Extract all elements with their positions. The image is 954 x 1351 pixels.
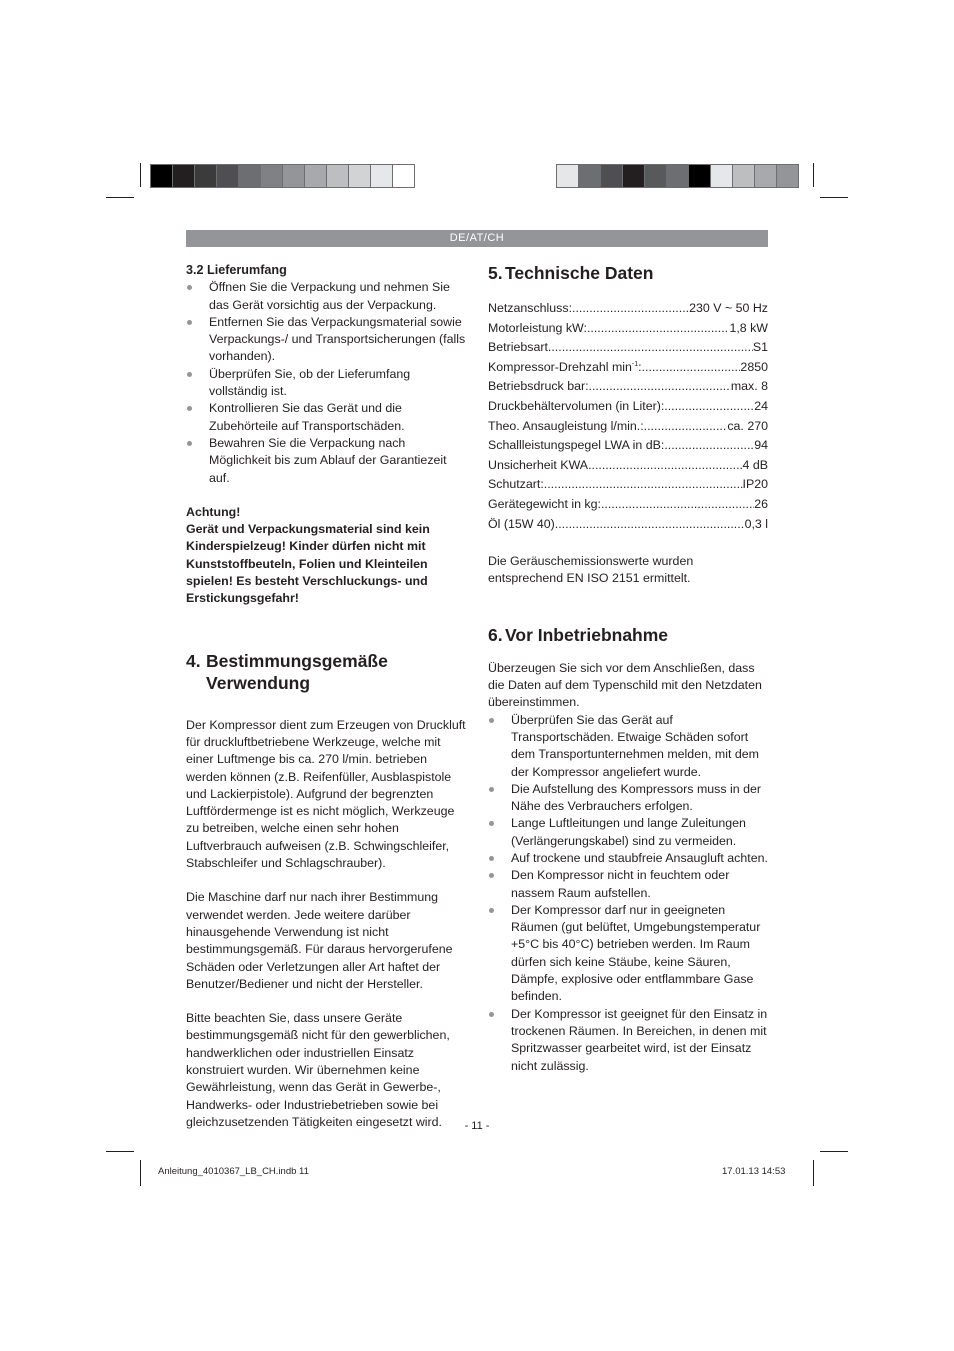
color-swatch (150, 164, 173, 188)
color-swatch (556, 164, 579, 188)
crop-mark (106, 1151, 134, 1152)
section-title: Technische Daten (505, 263, 654, 283)
crop-mark (140, 163, 141, 187)
spec-row: Kompressor-Drehzahl $\min^{-1}$: ..... 2850 (488, 359, 768, 379)
scope-of-delivery-list (186, 279, 468, 487)
section-title: Bestimmungsgemäße Verwendung (206, 650, 388, 693)
color-swatch (644, 164, 667, 188)
footer-date: 17.01.13 14:53 (722, 1166, 786, 1177)
color-swatch (754, 164, 777, 188)
list-item: Lange Luftleitungen und lange Zuleitungen (Verlängerungskabel) sind zu vermeiden. (488, 815, 768, 850)
noise-note: Die Geräuschemissionswerte wurden entsprechend EN ISO 2151 ermittelt. (488, 554, 694, 586)
color-swatch (194, 164, 217, 188)
color-calibration-bar-left (150, 164, 414, 188)
list-item: Die Aufstellung des Kompressors muss in der Nähe des Verbrauchers erfolgen. (488, 781, 768, 816)
color-swatch (578, 164, 601, 188)
list-item: Kontrollieren Sie das Gerät und die Zubehörteile auf Transportschäden. (186, 400, 468, 435)
section-number: 5. (488, 263, 503, 283)
spec-row: Netzanschluss: ..... 230 V ~ 50 Hz (488, 300, 768, 320)
paragraph: Die Maschine darf nur nach ihrer Bestimmung verwendet werden. Jede weitere darüber hinausgehende Verwendung ist nicht bestimmungsgemäß. Für daraus hervorgerufene Schäden oder Verletzungen aller Art haftet der Benutzer/Bediener und nicht der Hersteller. (186, 890, 453, 991)
spec-row: Schutzart: ..... IP20 (488, 476, 768, 496)
page-number: - 11 - (464, 1120, 490, 1132)
color-swatch (666, 164, 689, 188)
scope-of-delivery-heading: 3.2 Lieferumfang (186, 263, 287, 277)
warning-text: Gerät und Verpackungsmaterial sind kein Kinderspielzeug! Kinder dürfen nicht mit Kunststoffbeuteln, Folien und Kleinteilen spielen! Es besteht Verschluckungs- und Erstickungsgefahr! (186, 522, 430, 606)
section-number: 6. (488, 624, 503, 645)
footer-file-name: Anleitung_4010367_LB_CH.indb 11 (158, 1166, 309, 1177)
warning-title: Achtung! (186, 504, 241, 519)
color-swatch (172, 164, 195, 188)
spec-row: Öl (15W 40) ..... 0,3 l (488, 516, 768, 536)
color-swatch (600, 164, 623, 188)
color-swatch (688, 164, 711, 188)
list-item: Öffnen Sie die Verpackung und nehmen Sie das Gerät vorsichtig aus der Verpackung. (186, 279, 468, 314)
section-title: Vor Inbetriebnahme (505, 624, 669, 645)
list-item: Auf trockene und staubfreie Ansaugluft achten. (488, 850, 768, 867)
spec-row: Theo. Ansaugleistung l/min.: ..... ca. 270 (488, 418, 768, 438)
color-swatch (304, 164, 327, 188)
color-swatch (348, 164, 371, 188)
spec-row: Unsicherheit KWA ..... 4 dB (488, 457, 768, 477)
color-swatch (732, 164, 755, 188)
right-column (488, 262, 768, 1075)
crop-mark (813, 163, 814, 187)
section-4-heading (186, 650, 468, 694)
list-item: Überprüfen Sie das Gerät auf Transportschäden. Etwaige Schäden sofort dem Transportunternehmen melden, mit dem der Kompressor angeliefert wurde. (488, 712, 768, 781)
pre-operation-list (488, 712, 768, 1075)
crop-mark (813, 1160, 814, 1186)
section-5-heading (488, 262, 768, 284)
list-item: Der Kompressor darf nur in geeigneten Räumen (gut belüftet, Umgebungstemperatur +5°C bis 40°C) betrieben werden. Im Raum dürfen sich keine Stäube, keine Säuren, Dämpfe, explosive oder entflammbare Gase befinden. (488, 902, 768, 1006)
intro-paragraph: Überzeugen Sie sich vor dem Anschließen, dass die Daten auf dem Typenschild mit den Netzdaten übereinstimmen. (488, 660, 762, 710)
spec-table (488, 300, 768, 535)
color-swatch (370, 164, 393, 188)
color-swatch (260, 164, 283, 188)
crop-mark (106, 197, 134, 198)
section-number: 4. (186, 650, 201, 671)
list-item: Den Kompressor nicht in feuchtem oder nassem Raum aufstellen. (488, 867, 768, 902)
spec-row: Gerätegewicht in kg: ..... 26 (488, 496, 768, 516)
list-item: Bewahren Sie die Verpackung nach Möglichkeit bis zum Ablauf der Garantiezeit auf. (186, 435, 468, 487)
color-swatch (622, 164, 645, 188)
paragraph: Der Kompressor dient zum Erzeugen von Druckluft für druckluftbetriebene Werkzeuge, welche mit einer Luftmenge bis ca. 270 l/min. betrieben werden können (z.B. Reifenfüller, Ausblaspistole und Lackierpistole). Aufgrund der begrenzten Luftfördermenge ist es nicht möglich, Werkzeuge zu betreiben, welche einen sehr hohen Luftverbrauch aufweisen (z.B. Schwingschleifer, Stabschleifer und Schlagschrauber). (186, 717, 466, 871)
color-swatch (710, 164, 733, 188)
color-swatch (776, 164, 799, 188)
color-calibration-bar-right (556, 164, 798, 188)
list-item: Der Kompressor ist geeignet für den Einsatz in trockenen Räumen. In Bereichen, in denen mit Spritzwasser gearbeitet wird, ist der Einsatz nicht zulässig. (488, 1006, 768, 1075)
region-header-band: DE/AT/CH (186, 230, 768, 247)
spec-row: Motorleistung kW: ..... 1,8 kW (488, 320, 768, 340)
spec-row: Betriebsdruck bar: ..... max. 8 (488, 378, 768, 398)
crop-mark (820, 1151, 848, 1152)
color-swatch (326, 164, 349, 188)
color-swatch (282, 164, 305, 188)
color-swatch (238, 164, 261, 188)
crop-mark (140, 1160, 141, 1186)
crop-mark (820, 197, 848, 198)
spec-row: Betriebsart ..... S1 (488, 339, 768, 359)
paragraph: Bitte beachten Sie, dass unsere Geräte bestimmungsgemäß nicht für den gewerblichen, handwerklichen oder industriellen Einsatz konstruiert wurden. Wir übernehmen keine Gewährleistung, wenn das Gerät in Gewerbe-, Handwerks- oder Industriebetrieben sowie bei gleichzusetzenden Tätigkeiten eingesetzt wird. (186, 1011, 450, 1129)
list-item: Überprüfen Sie, ob der Lieferumfang vollständig ist. (186, 366, 468, 401)
spec-row: Druckbehältervolumen (in Liter): ..... 24 (488, 398, 768, 418)
section-6-heading (488, 624, 768, 646)
color-swatch (216, 164, 239, 188)
warning-block (186, 504, 468, 608)
list-item: Entfernen Sie das Verpackungsmaterial sowie Verpackungs-/ und Transportsicherungen (falls vorhanden). (186, 314, 468, 366)
spec-row: Schallleistungspegel LWA in dB: ..... 94 (488, 437, 768, 457)
left-column (186, 262, 468, 1131)
color-swatch (392, 164, 415, 188)
